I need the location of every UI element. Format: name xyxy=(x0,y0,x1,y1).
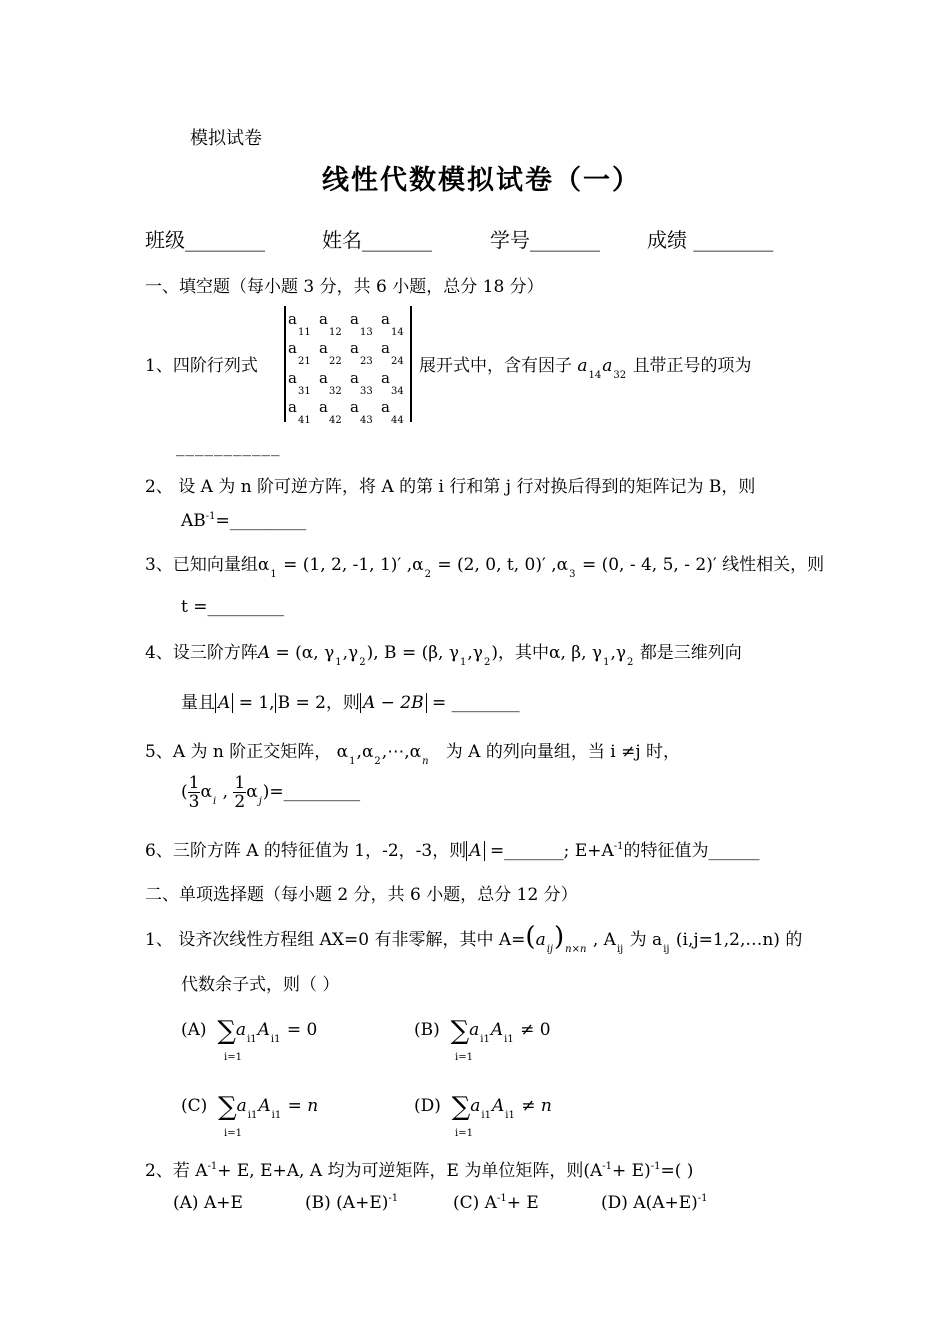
factor-a2: a xyxy=(602,356,613,376)
name-label: 姓名 xyxy=(322,228,362,252)
section2-heading: 二、单项选择题（每小题 2 分，共 6 小题，总分 12 分） xyxy=(145,885,578,905)
q4-line2 xyxy=(181,688,520,713)
opt-b-a: a xyxy=(469,1020,480,1040)
mc1-tail: (i,j=1,2,…n) 的 xyxy=(675,930,803,950)
det-entry-sub: 14 xyxy=(391,327,404,338)
q4-line2a: 量且 xyxy=(181,693,215,713)
q5-alpha1: α xyxy=(336,742,349,762)
alpha-1: α xyxy=(257,555,270,575)
mc1-option-b[interactable] xyxy=(414,1012,551,1046)
option-b-index: i=1 xyxy=(455,1052,473,1063)
page-title: 线性代数模拟试卷（一） xyxy=(322,165,641,196)
mc1-Aij: ij xyxy=(616,944,624,955)
mc2-optC-text: (C) A xyxy=(453,1193,497,1213)
factor-sub1: 14 xyxy=(588,370,602,381)
section1-heading: 一、填空题（每小题 3 分，共 6 小题，总分 18 分） xyxy=(145,277,544,297)
q5-line1a: 5、A 为 n 阶正交矩阵， xyxy=(145,742,332,762)
sigma-icon: ∑ xyxy=(451,1092,471,1122)
det-entry: a xyxy=(381,369,390,387)
mc2-option-a[interactable]: (A) A+E xyxy=(173,1193,243,1213)
paren-close: ) xyxy=(554,922,565,952)
q5-open: ( xyxy=(181,782,188,802)
mc2-option-d[interactable] xyxy=(601,1193,708,1213)
det-entry: a xyxy=(288,310,297,328)
frac2-num: 1 xyxy=(234,773,246,793)
q3-prefix: 已知向量组 xyxy=(172,555,258,575)
id-blank: _______ xyxy=(530,228,600,252)
mc1-mid: , A xyxy=(592,930,616,950)
mc1-option-a[interactable] xyxy=(181,1012,318,1046)
mc2-optC-tail: + E xyxy=(506,1193,539,1213)
class-blank: ________ xyxy=(185,228,265,252)
q5-line1b: 为 A 的列向量组，当 i ≠j 时， xyxy=(445,742,681,762)
det-entry-sub: 34 xyxy=(391,386,404,397)
q1-tail: 且带正号的项为 xyxy=(632,356,752,376)
det-entry: a xyxy=(288,369,297,387)
alpha-3: α xyxy=(556,555,569,575)
q5-sub-i: i xyxy=(212,796,217,807)
q3-suffix: 线性相关，则 xyxy=(722,555,825,575)
det-entry-sub: 32 xyxy=(329,386,342,397)
opt-a-A: A xyxy=(257,1020,270,1040)
score-blank: ________ xyxy=(693,228,774,252)
alpha-3-sub: 3 xyxy=(569,569,576,580)
q4-line1 xyxy=(145,638,742,668)
gamma-sub-1: 1 xyxy=(335,657,342,668)
q3-number: 3、 xyxy=(145,555,173,575)
opt-b-sub1: i1 xyxy=(480,1034,490,1045)
sigma-icon: ∑ xyxy=(450,1016,470,1046)
mc1-option-c[interactable] xyxy=(181,1088,319,1122)
det-entry: a xyxy=(381,339,390,357)
det-entry: a xyxy=(350,339,359,357)
q6-absA: A xyxy=(466,841,484,861)
q2-line2 xyxy=(181,511,306,531)
q4-comma3: ,γ xyxy=(610,643,627,663)
det-right-bar xyxy=(410,306,412,422)
det-entry-sub: 23 xyxy=(360,356,373,367)
score-label: 成绩 xyxy=(647,228,687,252)
fraction-1-2 xyxy=(233,774,246,811)
alpha-2: α xyxy=(412,555,424,575)
id-label: 学号 xyxy=(490,228,530,252)
det-entry-sub: 21 xyxy=(298,356,311,367)
matrix-B: B xyxy=(384,643,397,663)
q1-suffix-text: 展开式中，含有因子 xyxy=(419,356,572,376)
det-left-bar xyxy=(284,306,286,422)
det-entry-sub: 13 xyxy=(360,327,373,338)
mc2-sup2: -1 xyxy=(602,1161,613,1172)
mc2-stem-c: + E) xyxy=(612,1161,651,1181)
name-blank: _______ xyxy=(362,228,432,252)
class-field xyxy=(145,224,265,253)
q1-suffix xyxy=(419,351,752,381)
opt-c-sub1: i1 xyxy=(247,1110,258,1121)
q6-prefix: 6、三阶方阵 A 的特征值为 1，-2，-3，则 xyxy=(145,841,467,861)
q4-eq1: = 1, xyxy=(238,693,275,713)
paren-open: ( xyxy=(525,922,536,952)
det-entry: a xyxy=(381,310,390,328)
option-d-index: i=1 xyxy=(455,1128,473,1139)
det-entry: a xyxy=(288,339,297,357)
q5-line2: ( $\frac{1}{3}$ $\alpha_i$ , $\frac{1}{2}$ $\alpha_j)=\_\_\_\_\_\_\_\_\_$ xyxy=(181,773,361,812)
sigma-icon: ∑ xyxy=(217,1016,236,1046)
score-field xyxy=(647,224,773,253)
q4-eqA: = (α, γ xyxy=(275,643,335,663)
opt-d-sub1: i1 xyxy=(481,1110,491,1121)
det-entry-sub: 41 xyxy=(298,415,311,426)
q4-close1: ), xyxy=(366,643,379,663)
frac1-den: 3 xyxy=(188,792,200,812)
gamma-sub-2: 2 xyxy=(359,657,366,668)
vector-2: = (2, 0, t, 0)′ , xyxy=(437,555,557,575)
q3-line2: t =_________ xyxy=(181,597,284,617)
det-entry-sub: 11 xyxy=(298,327,311,338)
option-d-label: (D) xyxy=(414,1096,441,1116)
det-entry-sub: 12 xyxy=(329,327,342,338)
q1-number: 1、 xyxy=(145,356,173,376)
option-c-index: i=1 xyxy=(224,1128,242,1139)
mc2-sup3: -1 xyxy=(650,1161,661,1172)
det-entry-sub: 44 xyxy=(391,415,404,426)
abs-B: B xyxy=(275,693,291,713)
fraction-1-3 xyxy=(188,774,201,811)
mc2-stem xyxy=(145,1156,693,1181)
gamma-sub-3: 1 xyxy=(460,657,467,668)
q5-sub1: 1 xyxy=(349,756,356,767)
option-a-index: i=1 xyxy=(224,1052,242,1063)
opt-b-A: A xyxy=(490,1020,504,1040)
det-entry: a xyxy=(350,369,359,387)
opt-d-sub2: i1 xyxy=(505,1110,515,1121)
det-entry-sub: 43 xyxy=(360,415,373,426)
q6-mid: =_______; E+A xyxy=(489,841,614,861)
mc1-a: a xyxy=(535,930,546,950)
gamma-sub-6: 2 xyxy=(627,657,634,668)
det-entry-sub: 33 xyxy=(360,386,373,397)
option-b-label: (B) xyxy=(414,1020,440,1040)
option-d-expr: ≠ n xyxy=(521,1096,552,1116)
q6-tail: 的特征值为______ xyxy=(623,841,760,861)
mc1-mid2: 为 a xyxy=(629,930,663,950)
q4-eq2: = 2 xyxy=(295,693,326,713)
opt-d-A: A xyxy=(491,1096,505,1116)
mc1-line2: 代数余子式，则（ ） xyxy=(181,975,340,995)
q5-dots: ,⋯,α xyxy=(381,742,422,762)
opt-b-sub2: i1 xyxy=(504,1034,514,1045)
det-entry: a xyxy=(288,398,297,416)
q5-sub-j: j xyxy=(258,796,262,807)
q5-sep: , xyxy=(222,782,228,802)
det-entry: a xyxy=(350,398,359,416)
mc2-option-c[interactable] xyxy=(453,1193,539,1213)
option-c-expr: = n xyxy=(287,1096,319,1116)
vector-1: = (1, 2, -1, 1)′ , xyxy=(283,555,413,575)
q3-line1 xyxy=(145,550,825,580)
q4-mid: ，其中 xyxy=(497,643,549,663)
mc2-option-b[interactable] xyxy=(305,1193,398,1213)
abs-A: A xyxy=(215,693,233,713)
det-entry: a xyxy=(319,398,328,416)
mc2-optC-sup: -1 xyxy=(496,1193,507,1204)
mc2-optD-text: (D) A(A+E) xyxy=(601,1193,698,1213)
det-entry-sub: 22 xyxy=(329,356,342,367)
q4-comma2: ,γ xyxy=(467,643,483,663)
mc1-nxn: n×n xyxy=(565,944,587,955)
opt-c-A: A xyxy=(258,1096,271,1116)
mc2-sup1: -1 xyxy=(207,1161,218,1172)
name-field xyxy=(322,224,432,253)
frac1-num: 1 xyxy=(188,773,200,793)
mc2-optB-text: (B) (A+E) xyxy=(305,1193,389,1213)
q4-prefix: 设三阶方阵 xyxy=(172,643,258,663)
mc2-optD-sup: -1 xyxy=(697,1193,708,1204)
gamma-sub-5: 1 xyxy=(603,657,610,668)
option-a-label: (A) xyxy=(181,1020,207,1040)
class-label: 班级 xyxy=(145,228,185,252)
matrix-A: A xyxy=(257,643,271,663)
q5-sub2: 2 xyxy=(374,756,381,767)
q5-line1: 5、A 为 n 阶正交矩阵， $\alpha_1,\alpha_2,\cdots,\alpha_n$ 为 A 的列向量组，当 i ≠j 时， xyxy=(145,742,681,767)
factor-a1: a xyxy=(577,356,588,376)
det-entry: a xyxy=(350,310,359,328)
det-entry-sub: 24 xyxy=(391,356,404,367)
opt-d-a: a xyxy=(470,1096,481,1116)
header-tag: 模拟试卷 xyxy=(190,128,262,149)
q2-line1: 2、 设 A 为 n 阶可逆方阵，将 A 的第 i 行和第 j 行对换后得到的矩阵记为 B，则 xyxy=(145,477,756,497)
q4-end: 都是三维列向 xyxy=(639,643,742,663)
vector-3: = (0, - 4, 5, - 2)′ xyxy=(581,555,717,575)
q2-ab: AB xyxy=(181,511,206,531)
mc1-prefix: 1、 设齐次线性方程组 AX=0 有非零解，其中 A= xyxy=(145,930,526,950)
q4-comma1: ,γ xyxy=(342,643,359,663)
alpha-2-sub: 2 xyxy=(424,569,431,580)
option-c-label: (C) xyxy=(181,1096,208,1116)
q5-answer: )=_________ xyxy=(262,782,361,802)
q1-text: 四阶行列式 xyxy=(172,356,258,376)
opt-a-sub1: i1 xyxy=(247,1034,257,1045)
option-b-expr: ≠ 0 xyxy=(520,1020,551,1040)
q1-prefix xyxy=(145,351,258,376)
q1-answer-line: ___________ xyxy=(176,437,281,457)
mc1-aij: ij xyxy=(663,944,670,955)
q4-eqB: = (β, γ xyxy=(401,643,460,663)
q5-alpha2: α xyxy=(361,742,374,762)
q2-sup: -1 xyxy=(205,511,216,522)
gamma-sub-4: 2 xyxy=(483,657,491,668)
mc1-option-d[interactable] xyxy=(414,1088,552,1122)
q5-subn: n xyxy=(422,756,429,767)
mc1-line1 xyxy=(145,922,803,955)
option-a-expr: = 0 xyxy=(286,1020,318,1040)
mc2-optB-sup: -1 xyxy=(388,1193,399,1204)
det-entry-sub: 31 xyxy=(298,386,311,397)
q4-number: 4、 xyxy=(145,643,173,663)
opt-a-a: a xyxy=(235,1020,247,1040)
mc2-stem-d: =( ) xyxy=(660,1161,694,1181)
opt-c-sub2: i1 xyxy=(271,1110,282,1121)
det-entry: a xyxy=(319,369,328,387)
q4-vec: α, β, γ xyxy=(548,643,603,663)
det-entry: a xyxy=(319,339,328,357)
opt-c-a: a xyxy=(236,1096,247,1116)
det-entry-sub: 42 xyxy=(329,415,342,426)
factor-sub2: 32 xyxy=(613,370,627,381)
sigma-icon: ∑ xyxy=(218,1092,237,1122)
det-entry: a xyxy=(381,398,390,416)
det-entry: a xyxy=(319,310,328,328)
q4-answer: = ________ xyxy=(431,693,520,713)
q4-close2: ) xyxy=(491,643,498,663)
q2-tail: =_________ xyxy=(215,511,307,531)
q6-sup: -1 xyxy=(613,841,624,852)
id-field xyxy=(490,224,600,253)
alpha-1-sub: 1 xyxy=(270,569,277,580)
mc2-stem-b: + E, E+A, A 均为可逆矩阵，E 为单位矩阵，则(A xyxy=(217,1161,603,1181)
mc1-ij: ij xyxy=(546,944,554,955)
frac2-den: 2 xyxy=(234,792,246,812)
mc2-stem-a: 2、若 A xyxy=(145,1161,208,1181)
q4-then: ，则 xyxy=(325,693,360,713)
opt-a-sub2: i1 xyxy=(270,1034,281,1045)
abs-expr: A − 2B xyxy=(360,693,427,713)
q6-line xyxy=(145,836,760,861)
